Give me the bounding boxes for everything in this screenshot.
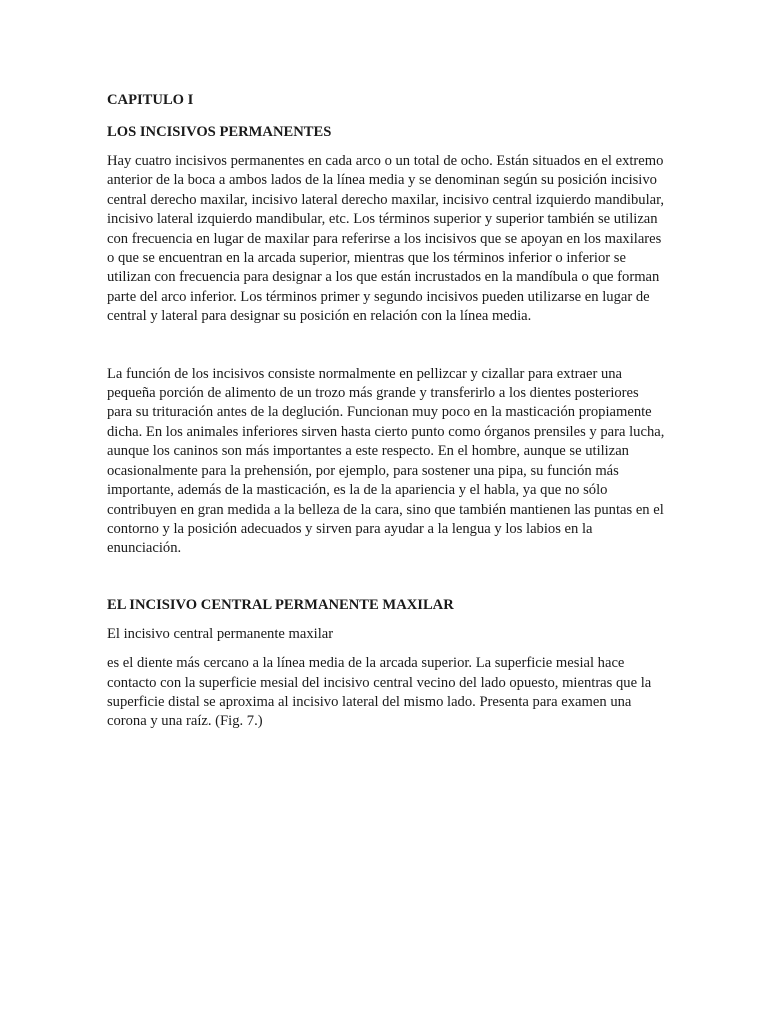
subsection-title: EL INCISIVO CENTRAL PERMANENTE MAXILAR	[107, 596, 454, 613]
document-page	[107, 90, 667, 732]
chapter-title: CAPITULO I	[107, 92, 194, 108]
body-paragraph-2: La función de los incisivos consiste normalmente en pellizcar y cizallar para extraer una pequeña porción de alimento de un trozo más grande y transferirlo a los dientes posteriores para su trituración antes de la deglución. Funcionan muy poco en la masticación propiamente dicha. En los animales inferiores sirven hasta cierto punto como órganos prensiles y para lucha, aunque los caninos son más importantes a este respecto. En el hombre, aunque se utilizan ocasionalmente para la prehensión, por ejemplo, para sostener una pipa, su función más importante, además de la masticación, es la de la apariencia y el habla, ya que no sólo contribuyen en gran medida a la belleza de la cara, sino que también mantienen las puntas en el contorno y la posición adecuados y sirven para ayudar a la lengua y los labios en la enunciación.	[107, 365, 665, 557]
subsection-intro: El incisivo central permanente maxilar	[107, 625, 334, 642]
body-paragraph-1: Hay cuatro incisivos permanentes en cada arco o un total de ocho. Están situados en el extremo anterior de la boca a ambos lados de la línea media y se denominan según su posición incisivo central derecho maxilar, incisivo lateral derecho maxilar, incisivo central izquierdo mandibular, incisivo lateral izquierdo mandibular, etc. Los términos superior y superior también se utilizan con frecuencia en lugar de maxilar para referirse a los incisivos que se apoyan en los maxilares o que se encuentran en la arcada superior, mientras que los términos inferior o inferior se utilizan con frecuencia para designar a los que están incrustados en la mandíbula o que forman parte del arco inferior. Los términos primer y segundo incisivos pueden utilizarse en lugar de central y lateral para designar su posición en relación con la línea media.	[107, 153, 665, 325]
section-title: LOS INCISIVOS PERMANENTES	[107, 124, 332, 140]
subsection-paragraph: es el diente más cercano a la línea media de la arcada superior. La superficie mesial hace contacto con la superficie mesial del incisivo central vecino del lado opuesto, mientras que la superficie distal se aproxima al incisivo lateral del mismo lado. Presenta para examen una corona y una raíz. (Fig. 7.)	[107, 655, 652, 730]
